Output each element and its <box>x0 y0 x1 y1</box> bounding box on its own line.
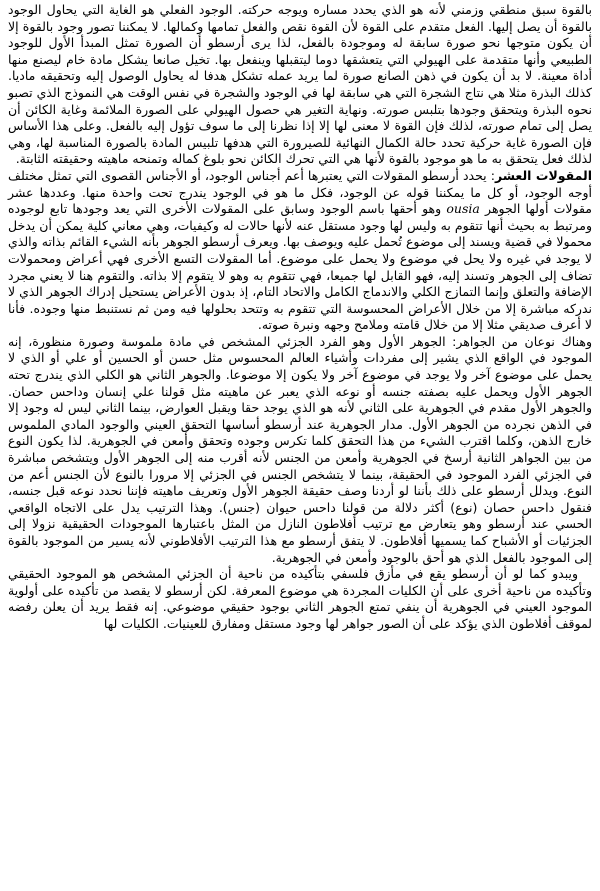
paragraph-text: وهو أحقها باسم الوجود وسابق على المقولات الأخرى التي يعد وجودها تابع لوجوده ومرتبط به بحيث أنها تتقوم به وليس لها وجود مستقل عنه لأنها حالات له وكيفيات، وهي معاني كلية يمكن أن يدخل محمولا في قضية ويسند إلى موضوع تُحمل عليه ويوصف بها. ويعرف أرسطو الجوهر بأنه الشيء القائم بذاته والذي لا يوجد في غيره ولا يحل في موضوع ولا يحمل على موضوع. أما المقولات التسع الأخرى فهي أعراض ومحمولات تضاف إلى الجوهر وتسند إليه، فهو القابل لها جميعا، فهي تتقوم به وهو لا يتقوم إلا بذاته. والتقوم هنا لا يعني مجرد الإضافة والتعلق وإنما التمازج الكلي والاندماج الكامل والاتحاد التام، إذ بدون الأعراض يستحيل إدراك الجوهر الذي لا ندركه مباشرة إلا من خلال الأعراض المحسوسة التي تتقوم به وتتحد بحلولها فيه ومن ثم نستنبط منها وجوده. فأنا لا أعرف صديقي مثلا إلا من خلال قامته وملامح وجهه ونبرة صوته. <box>8 201 592 333</box>
greek-term-ousia: ousia <box>446 201 480 217</box>
paragraph-text: وهناك نوعان من الجواهر: الجوهر الأول وهو الفرد الجزئي المشخص في مادة ملموسة وصورة منظورة، إنه الموجود في الواقع الذي يشير إلى مفردات وأشياء العالم المحسوس مثل حسن أو الحسين أو علي أو الذي لا يحمل على موضوع آخر ولا يوجد في موضوع آخر ولا يكون إلا موضوعا. والجوهر الثاني هو الكلي الذي يندرج تحته الجوهر الأول ويحمل عليه بصفته جنسه أو نوعه الذي يعبر عن ماهيته مثل قولنا علي إنسان وداحس حصان. والجوهر الأول مقدم في الجوهرية على الثاني لأنه هو الذي يوجد حقا ويقبل العوارض، بينما الثاني ليس له وجود إلا في الذهن نجرده من الجوهر الأول. مدار الجوهرية عند أرسطو أساسها التحقق العيني والوجود المادي الملموس خارج الذهن، وكلما اقترب الشيء من هذا التحقق كلما تكرس وجوده وتحقق وأمعن في الجوهرية. لذا يكون النوع من بين الجواهر الثانية أرسخ في الجوهرية وأمعن من الجنس لأنه أقرب منه إلى الجوهر الأول ويتشخص مباشرة في الجزئي الفرد الموجود في الحقيقة، بينما لا يتشخص الجنس في الجزئي إلا مرورا بالنوع لأن الجنس أعم من النوع. ويدلل أرسطو على ذلك بأننا لو أردنا وصف حقيقة الجوهر الأول وتعريف ماهيته فإننا نحدد نوعه قبل جنسه، فنقول داحس حصان (نوع) أكثر دلالة من قولنا داحس حيوان (جنس). وهذا الترتيب يدل على الاتجاه الواقعي الحسي عند أرسطو وهو يتعارض مع ترتيب أفلاطون النازل من المثل باعتبارها الموجودات الحقيقية نزولا إلى الجزئيات أو الأشباح كما يسميها أفلاطون. لا يتفق أرسطو مع هذا الترتيب الأفلاطوني لأنه يسير من الموجود بالقوة إلى الموجود بالفعل الذي هو أحق بالوجود وأمعن في الجوهرية. <box>8 333 592 565</box>
paragraph-two-substances <box>8 334 592 566</box>
paragraph-act-and-potency <box>8 2 592 168</box>
paragraph-ten-categories <box>8 168 592 334</box>
paragraph-philosophical-dilemma <box>8 566 592 632</box>
paragraph-text: ويبدو كما لو أن أرسطو يقع في مأزق فلسفي بتأكيده من ناحية أن الجزئي المشخص هو الموجود الحقيقي وتأكيده من ناحية أخرى على أن الكليات المجردة هي موضوع المعرفة. لكن أرسطو لا يقصد من تأكيده على أولوية الموجود العيني في الجوهرية أن ينفي تمتع الجوهر الثاني بوجود حقيقي موضوعي. إنه فقط يريد أن يعلن رفضه لموقف أفلاطون الذي يؤكد على أن الصور جواهر لها وجود مستقل ومفارق للعينيات. الكليات لها <box>8 566 592 631</box>
section-term-ten-categories: المقولات العشر <box>494 167 592 183</box>
paragraph-text: : يحدد أرسطو المقولات التي يعتبرها أعم أجناس الوجود، أو الأجناس القصوى التي تمثل مختلف أوجه الوجود، أو كل ما يمكننا قوله عن الوجود، فكل ما هو في الوجود يندرج تحت واحدة منها. وعددها عشر مقولات أولها الجوهر <box>8 167 592 217</box>
paragraph-text: بالقوة سبق منطقي وزمني لأنه هو الذي يحدد مساره ويوجه حركته. الوجود الفعلي هو الغاية التي يحاول الوجود بالقوة أن يصل إليها. الفعل متقدم على القوة لأن القوة نقص والفعل تمامها وكمالها. لا يمكننا تصور وجود بالقوة إلا أن يكون متوجها نحو صورة سابقة له وموجودة بالفعل، لذا يرى أرسطو أن الصورة تمثل المبدأ الأول للوجود الطبيعي وأنها متقدمة على الهيولي التي يتعشقها دوما ليتقبلها وينفعل بها. تخيل صانعا يشكل مادة خام ليصنع منها أداة معينة. لا بد أن يكون في ذهن الصانع صورة لما يريد عمله تشكل هدفا له يحاول الوصول إليه وتحقيقه ماديا. كذلك البذرة مثلا هي نتاج الشجرة التي هي سابقة لها في الوجود والشجرة في نفس الوقت هي النموذج الذي تصبو نحوه البذرة ويتحقق وجودها بتلبس صورته. ونهاية التغير هي حصول الهيولي على الصورة الملائمة وغاية الكائن أن يصل إلى تمام صورته، لذلك فإن القوة لا معنى لها إلا إذا نظرنا إلى ما سوف تؤول إليه بالفعل. وعلى هذا الأساس فإن الصورة غاية حركية تحدد حالة الكمال النهائية للصيرورة التي هدفها تلبيس المادة بالصورة المناسبة لها، وهي لذلك فعل يتحقق به ما هو موجود بالقوة لأنها هي التي تحرك الكائن نحو بلوغ كماله وتمنحه ماهيته وحقيقته الثابتة. <box>8 2 592 167</box>
